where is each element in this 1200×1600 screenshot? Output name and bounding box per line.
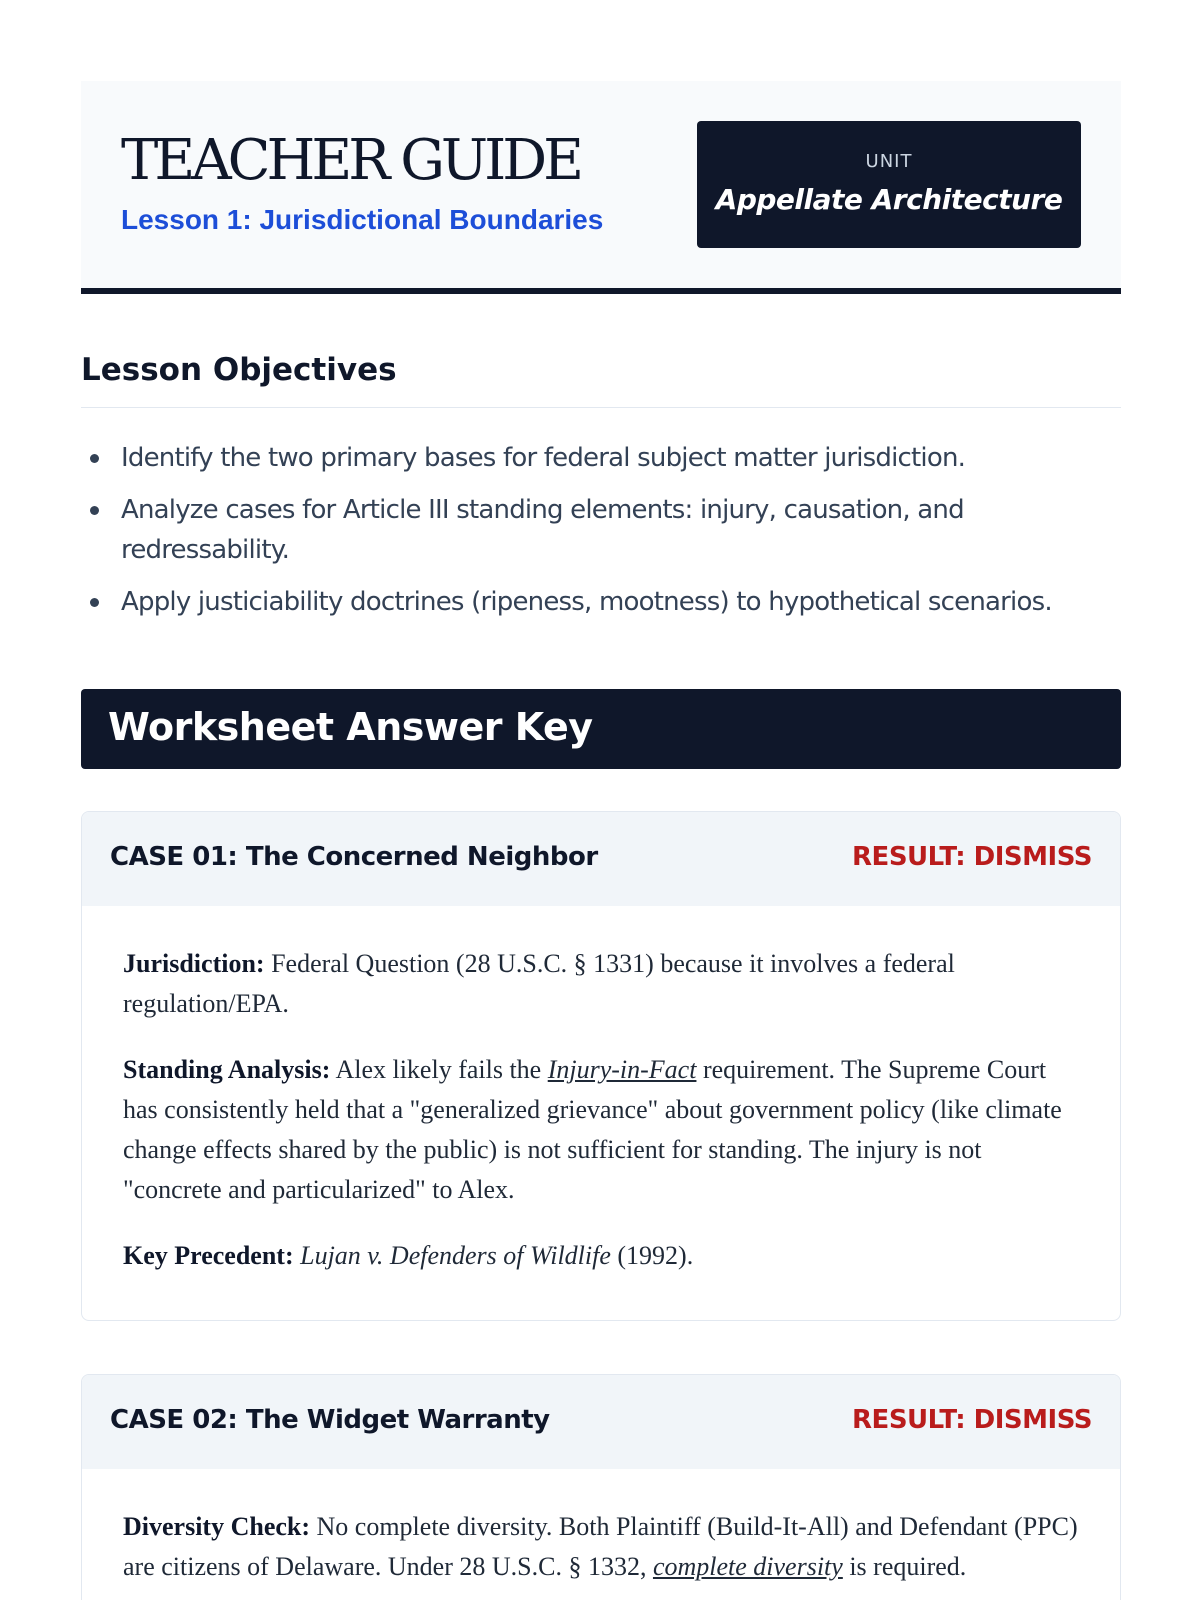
case-title: CASE 02: The Widget Warranty bbox=[110, 1405, 550, 1435]
jurisdiction-label: Jurisdiction: bbox=[123, 949, 265, 978]
precedent-paragraph bbox=[123, 1236, 1078, 1276]
objective-item bbox=[81, 490, 1121, 570]
objective-text: Apply justiciability doctrines (ripeness, mootness) to hypothetical scenarios. bbox=[121, 587, 1052, 617]
standing-label: Standing Analysis: bbox=[123, 1055, 331, 1084]
case-header bbox=[82, 1375, 1120, 1469]
objectives-divider bbox=[81, 407, 1121, 408]
diversity-label: Diversity Check: bbox=[123, 1512, 311, 1541]
standing-paragraph bbox=[123, 1050, 1078, 1210]
case-result-badge: RESULT: DISMISS bbox=[852, 1405, 1092, 1435]
unit-name: Appellate Architecture bbox=[715, 183, 1063, 216]
document-title: TEACHER GUIDE bbox=[121, 128, 581, 193]
diversity-term: complete diversity bbox=[652, 1552, 843, 1581]
lesson-subtitle: Lesson 1: Jurisdictional Boundaries bbox=[121, 204, 604, 235]
unit-label: UNIT bbox=[865, 151, 913, 172]
unit-badge bbox=[697, 121, 1081, 248]
precedent-case: Lujan v. Defenders of Wildlife bbox=[300, 1241, 611, 1270]
objective-item bbox=[81, 438, 1121, 478]
diversity-text-post: is required. bbox=[842, 1552, 967, 1581]
precedent-year: (1992). bbox=[610, 1241, 694, 1270]
objectives-heading: Lesson Objectives bbox=[81, 352, 397, 388]
bullet-icon bbox=[90, 506, 99, 515]
case-title: CASE 01: The Concerned Neighbor bbox=[110, 842, 598, 872]
case-body bbox=[82, 906, 1120, 1321]
objective-text: Identify the two primary bases for federal subject matter jurisdiction. bbox=[121, 443, 966, 473]
jurisdiction-paragraph bbox=[123, 944, 1078, 1024]
answer-key-banner bbox=[81, 689, 1121, 769]
diversity-text-pre: No complete diversity. Both Plaintiff (Build-It-All) and Defendant (PPC) are citizens of Delaware. Under 28 U.S.C. § 1332, bbox=[123, 1512, 1078, 1581]
jurisdiction-text: Federal Question (28 U.S.C. § 1331) because it involves a federal regulation/EPA. bbox=[123, 949, 955, 1018]
standing-text-pre: Alex likely fails the bbox=[330, 1055, 548, 1084]
objective-text: Analyze cases for Article III standing elements: injury, causation, and redressability. bbox=[121, 495, 964, 565]
standing-term: Injury-in-Fact bbox=[547, 1055, 697, 1084]
standing-text-post: requirement. The Supreme Court has consistently held that a "generalized grievance" about government policy (like climate change effects shared by the public) is not sufficient for standing. The injury is not "concrete and particularized" to Alex. bbox=[123, 1055, 1062, 1204]
diversity-paragraph bbox=[123, 1507, 1078, 1587]
answer-key-heading: Worksheet Answer Key bbox=[108, 705, 593, 749]
precedent-label: Key Precedent: bbox=[123, 1241, 294, 1270]
case-card-01 bbox=[81, 811, 1121, 1321]
bullet-icon bbox=[90, 598, 99, 607]
case-result-badge: RESULT: DISMISS bbox=[852, 842, 1092, 872]
case-header bbox=[82, 812, 1120, 906]
case-body bbox=[82, 1469, 1120, 1600]
bullet-icon bbox=[90, 454, 99, 463]
guide-header bbox=[81, 81, 1121, 294]
objectives-list bbox=[81, 438, 1121, 634]
objective-item bbox=[81, 582, 1121, 622]
case-card-02 bbox=[81, 1374, 1121, 1600]
